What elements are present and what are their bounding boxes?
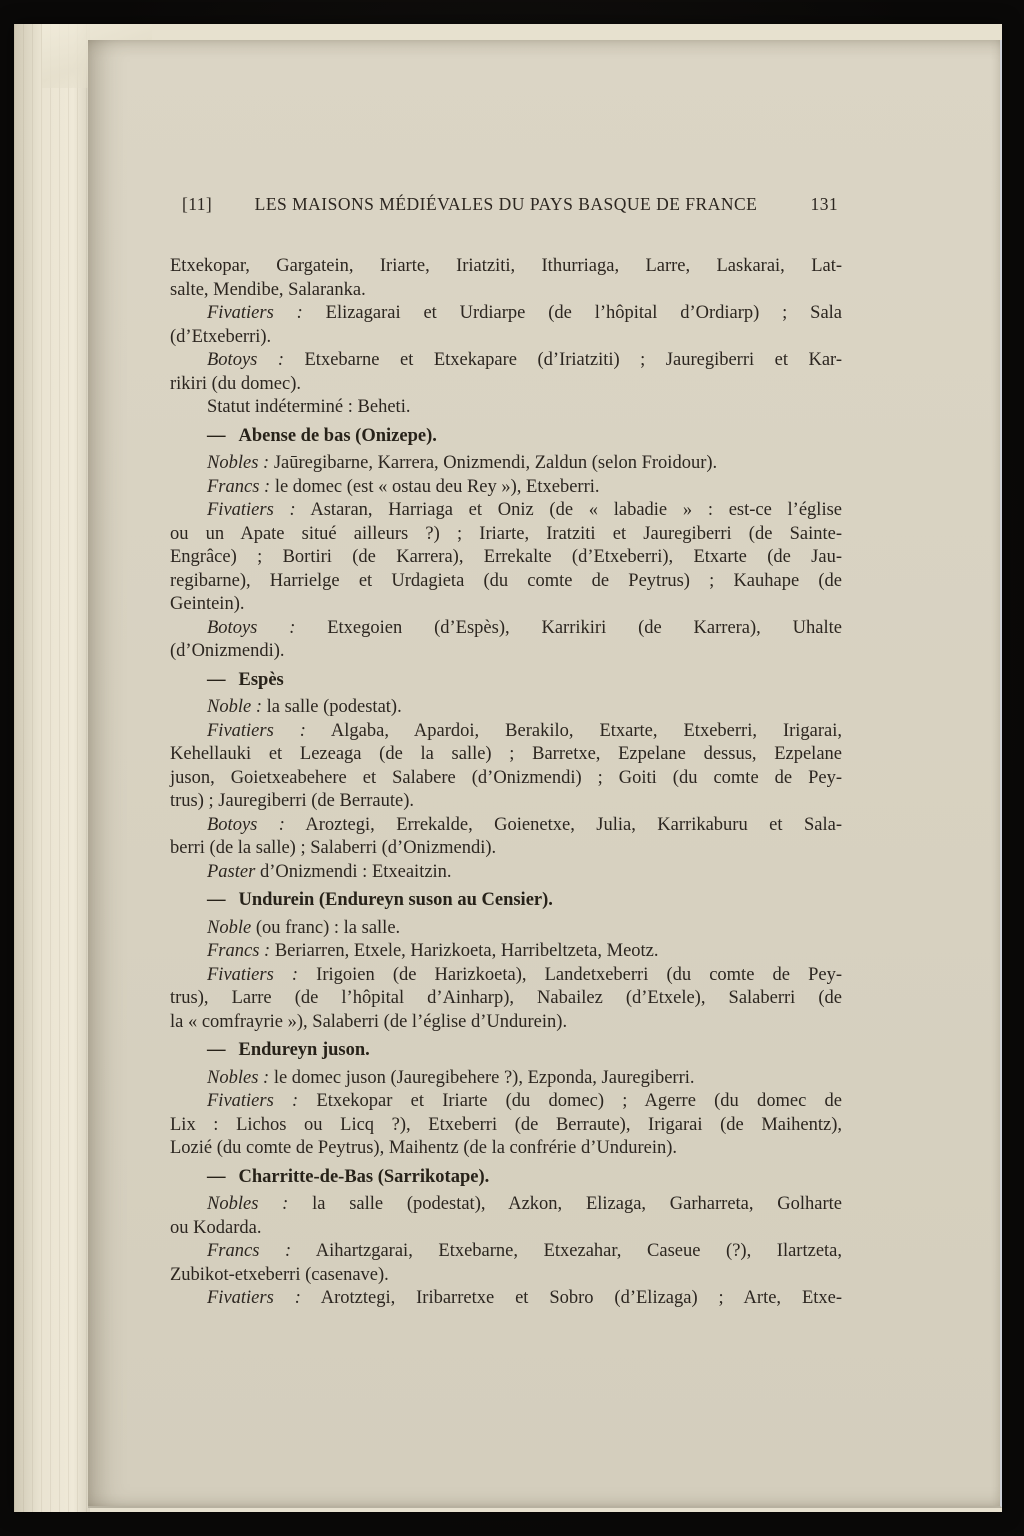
heading-dash: — xyxy=(207,425,226,446)
status-term: Botoys : xyxy=(207,617,296,638)
status-term: Francs : xyxy=(207,1241,292,1261)
section-heading xyxy=(170,889,842,913)
text-line xyxy=(170,570,842,594)
text-segment: la « comfrayrie »), Salaberri (de l’église d’Undurein). xyxy=(170,1011,568,1032)
text-segment: le domec juson (Jauregibehere ?), Ezponda, Jauregiberri. xyxy=(269,1067,695,1088)
paragraph xyxy=(170,720,842,814)
paragraph xyxy=(170,696,842,720)
text-segment: Geintein). xyxy=(170,594,245,614)
heading-label: Espès xyxy=(238,669,284,690)
text-line xyxy=(170,790,842,814)
paragraph xyxy=(170,302,842,349)
paragraph xyxy=(170,617,842,664)
text-segment: Aihartzgarai, Etxebarne, Etxezahar, Caseue (?), Ilartzeta, xyxy=(291,1241,843,1261)
section-heading xyxy=(170,425,842,449)
section-heading xyxy=(170,1039,842,1063)
status-term: Paster xyxy=(207,861,256,882)
text-line xyxy=(170,987,842,1011)
paragraph xyxy=(170,499,842,617)
text-line xyxy=(170,964,842,988)
text-line xyxy=(170,499,842,523)
text-segment: Zubikot-etxeberri (casenave). xyxy=(170,1264,389,1285)
status-term: Botoys : xyxy=(207,350,285,370)
text-line xyxy=(170,326,842,350)
page-number: 131 xyxy=(810,194,838,214)
text-segment: rikiri (du domec). xyxy=(170,373,301,394)
running-header xyxy=(170,193,842,215)
text-line xyxy=(170,523,842,547)
status-term: Fivatiers : xyxy=(207,500,296,520)
heading-label: Abense de bas (Onizepe). xyxy=(238,425,437,446)
text-line xyxy=(170,696,842,720)
text-segment: trus) ; Jauregiberri (de Berraute). xyxy=(170,791,414,811)
text-line xyxy=(170,302,842,326)
paragraph xyxy=(170,1067,842,1091)
paragraph xyxy=(170,917,842,941)
heading-dash: — xyxy=(207,1040,226,1060)
text-line xyxy=(170,940,842,964)
text-line xyxy=(170,617,842,641)
text-segment: la salle (podestat). xyxy=(261,697,402,717)
text-line xyxy=(170,837,842,861)
paragraph xyxy=(170,255,842,302)
text-line xyxy=(170,279,842,303)
text-line xyxy=(170,1011,842,1035)
text-line xyxy=(170,349,842,373)
status-term: Nobles : xyxy=(207,1194,289,1214)
heading-dash: — xyxy=(207,1166,226,1187)
section-heading xyxy=(170,1166,842,1190)
text-segment: (d’Onizmendi). xyxy=(170,641,285,661)
paragraph xyxy=(170,349,842,396)
text-segment: Astaran, Harriaga et Oniz (de « labadie » : est-ce l’église xyxy=(295,500,842,520)
paragraph xyxy=(170,1287,842,1311)
status-term: Fivatiers : xyxy=(207,1288,301,1308)
text-line xyxy=(170,1240,842,1264)
text-segment: trus), Larre (de l’hôpital d’Ainharp), Nabailez (d’Etxele), Salaberri (de xyxy=(170,988,842,1008)
text-line xyxy=(170,743,842,767)
text-block xyxy=(170,255,842,1311)
paragraph xyxy=(170,1240,842,1287)
text-segment: Engrâce) ; Bortiri (de Karrera), Errekalte (d’Etxeberri), Etxarte (de Jau- xyxy=(170,547,842,567)
text-line xyxy=(170,255,842,279)
status-term: Noble xyxy=(207,917,252,938)
text-segment: ou un Apate situé ailleurs ?) ; Iriarte, Iratziti et Jauregiberri (de Sainte- xyxy=(170,523,842,544)
text-line xyxy=(170,917,842,941)
text-segment: ou Kodarda. xyxy=(170,1217,262,1238)
text-line xyxy=(170,1067,842,1091)
status-term: Noble : xyxy=(207,697,262,717)
paragraph xyxy=(170,1193,842,1240)
text-line xyxy=(170,396,842,420)
text-segment: le domec (est « ostau deu Rey »), Etxeberri. xyxy=(270,476,600,497)
text-segment: (d’Etxeberri). xyxy=(170,326,272,347)
status-term: Fivatiers : xyxy=(207,964,299,985)
heading-label: Undurein (Endureyn suson au Censier). xyxy=(238,890,553,910)
text-line xyxy=(170,861,842,885)
heading-dash: — xyxy=(207,669,226,690)
text-segment: Kehellauki et Lezeaga (de la salle) ; Barretxe, Ezpelane dessus, Ezpelane xyxy=(170,744,842,764)
status-term: Francs : xyxy=(207,476,271,497)
text-line xyxy=(170,546,842,570)
text-segment: Elizagarai et Urdiarpe (de l’hôpital d’Ordiarp) ; Sala xyxy=(302,303,843,323)
heading-label: Charritte-de-Bas (Sarrikotape). xyxy=(238,1166,490,1187)
heading-label: Endureyn juson. xyxy=(238,1040,370,1060)
status-term: Nobles : xyxy=(207,1067,270,1088)
text-segment: Lix : Lichos ou Licq ?), Etxeberri (de Berraute), Irigarai (de Maihentz), xyxy=(170,1114,842,1135)
paragraph xyxy=(170,940,842,964)
status-term: Nobles : xyxy=(207,453,270,473)
section-heading xyxy=(170,669,842,693)
text-segment: la salle (podestat), Azkon, Elizaga, Garharreta, Golharte xyxy=(288,1194,842,1214)
text-segment: Lozié (du comte de Peytrus), Maihentz (de la confrérie d’Undurein). xyxy=(170,1138,678,1158)
text-line xyxy=(170,1090,842,1114)
text-segment: juson, Goietxeabehere et Salabere (d’Onizmendi) ; Goiti (du comte de Pey- xyxy=(170,767,842,788)
text-line xyxy=(170,767,842,791)
status-term: Botoys : xyxy=(207,814,285,835)
heading-dash: — xyxy=(207,890,226,910)
text-segment: Beriarren, Etxele, Harizkoeta, Harribeltzeta, Meotz. xyxy=(270,941,659,961)
text-line xyxy=(170,720,842,744)
paragraph xyxy=(170,396,842,420)
status-term: Fivatiers : xyxy=(207,720,306,741)
text-line xyxy=(170,1217,842,1241)
text-segment: regibarne), Harrielge et Urdagieta (du comte de Peytrus) ; Kauhape (de xyxy=(170,570,842,591)
text-segment: (ou franc) : la salle. xyxy=(251,917,401,938)
paragraph xyxy=(170,861,842,885)
text-line xyxy=(170,476,842,500)
paragraph xyxy=(170,964,842,1035)
text-segment: Etxegoien (d’Espès), Karrikiri (de Karrera), Uhalte xyxy=(295,617,842,638)
text-line xyxy=(170,1137,842,1161)
paragraph xyxy=(170,476,842,500)
text-line xyxy=(170,814,842,838)
text-segment: Irigoien (de Harizkoeta), Landetxeberri (du comte de Pey- xyxy=(298,964,842,985)
text-segment: Etxekopar, Gargatein, Iriarte, Iriatziti, Ithurriaga, Larre, Laskarai, Lat- xyxy=(170,256,842,276)
paragraph xyxy=(170,1090,842,1161)
section-reference: [11] xyxy=(182,194,213,214)
paragraph xyxy=(170,814,842,861)
status-term: Francs : xyxy=(207,941,271,961)
paragraph xyxy=(170,452,842,476)
text-segment: Etxekopar et Iriarte (du domec) ; Agerre (du domec de xyxy=(298,1091,843,1111)
text-line xyxy=(170,373,842,397)
running-title: LES MAISONS MÉDIÉVALES DU PAYS BASQUE DE FRANCE xyxy=(254,194,758,214)
text-segment: Statut indéterminé : Beheti. xyxy=(207,397,411,417)
text-line xyxy=(170,1114,842,1138)
text-segment: Jaūregibarne, Karrera, Onizmendi, Zaldun (selon Froidour). xyxy=(269,453,718,473)
text-segment: Etxebarne et Etxekapare (d’Iriatziti) ; Jauregiberri et Kar- xyxy=(284,350,842,370)
text-line xyxy=(170,640,842,664)
text-segment: Arotztegi, Iribarretxe et Sobro (d’Elizaga) ; Arte, Etxe- xyxy=(300,1288,843,1308)
text-column xyxy=(170,40,842,1311)
text-segment: Algaba, Apardoi, Berakilo, Etxarte, Etxeberri, Irigarai, xyxy=(305,720,842,741)
text-line xyxy=(170,1287,842,1311)
text-line xyxy=(170,452,842,476)
text-line xyxy=(170,1193,842,1217)
status-term: Fivatiers : xyxy=(207,303,303,323)
text-segment: Aroztegi, Errekalde, Goienetxe, Julia, Karrikaburu et Sala- xyxy=(284,814,842,835)
status-term: Fivatiers : xyxy=(207,1091,299,1111)
text-segment: berri (de la salle) ; Salaberri (d’Onizmendi). xyxy=(170,838,497,858)
book-page xyxy=(88,40,1002,1508)
text-segment: salte, Mendibe, Salaranka. xyxy=(170,279,366,300)
text-line xyxy=(170,1264,842,1288)
text-segment: d’Onizmendi : Etxeaitzin. xyxy=(255,861,452,882)
text-line xyxy=(170,593,842,617)
